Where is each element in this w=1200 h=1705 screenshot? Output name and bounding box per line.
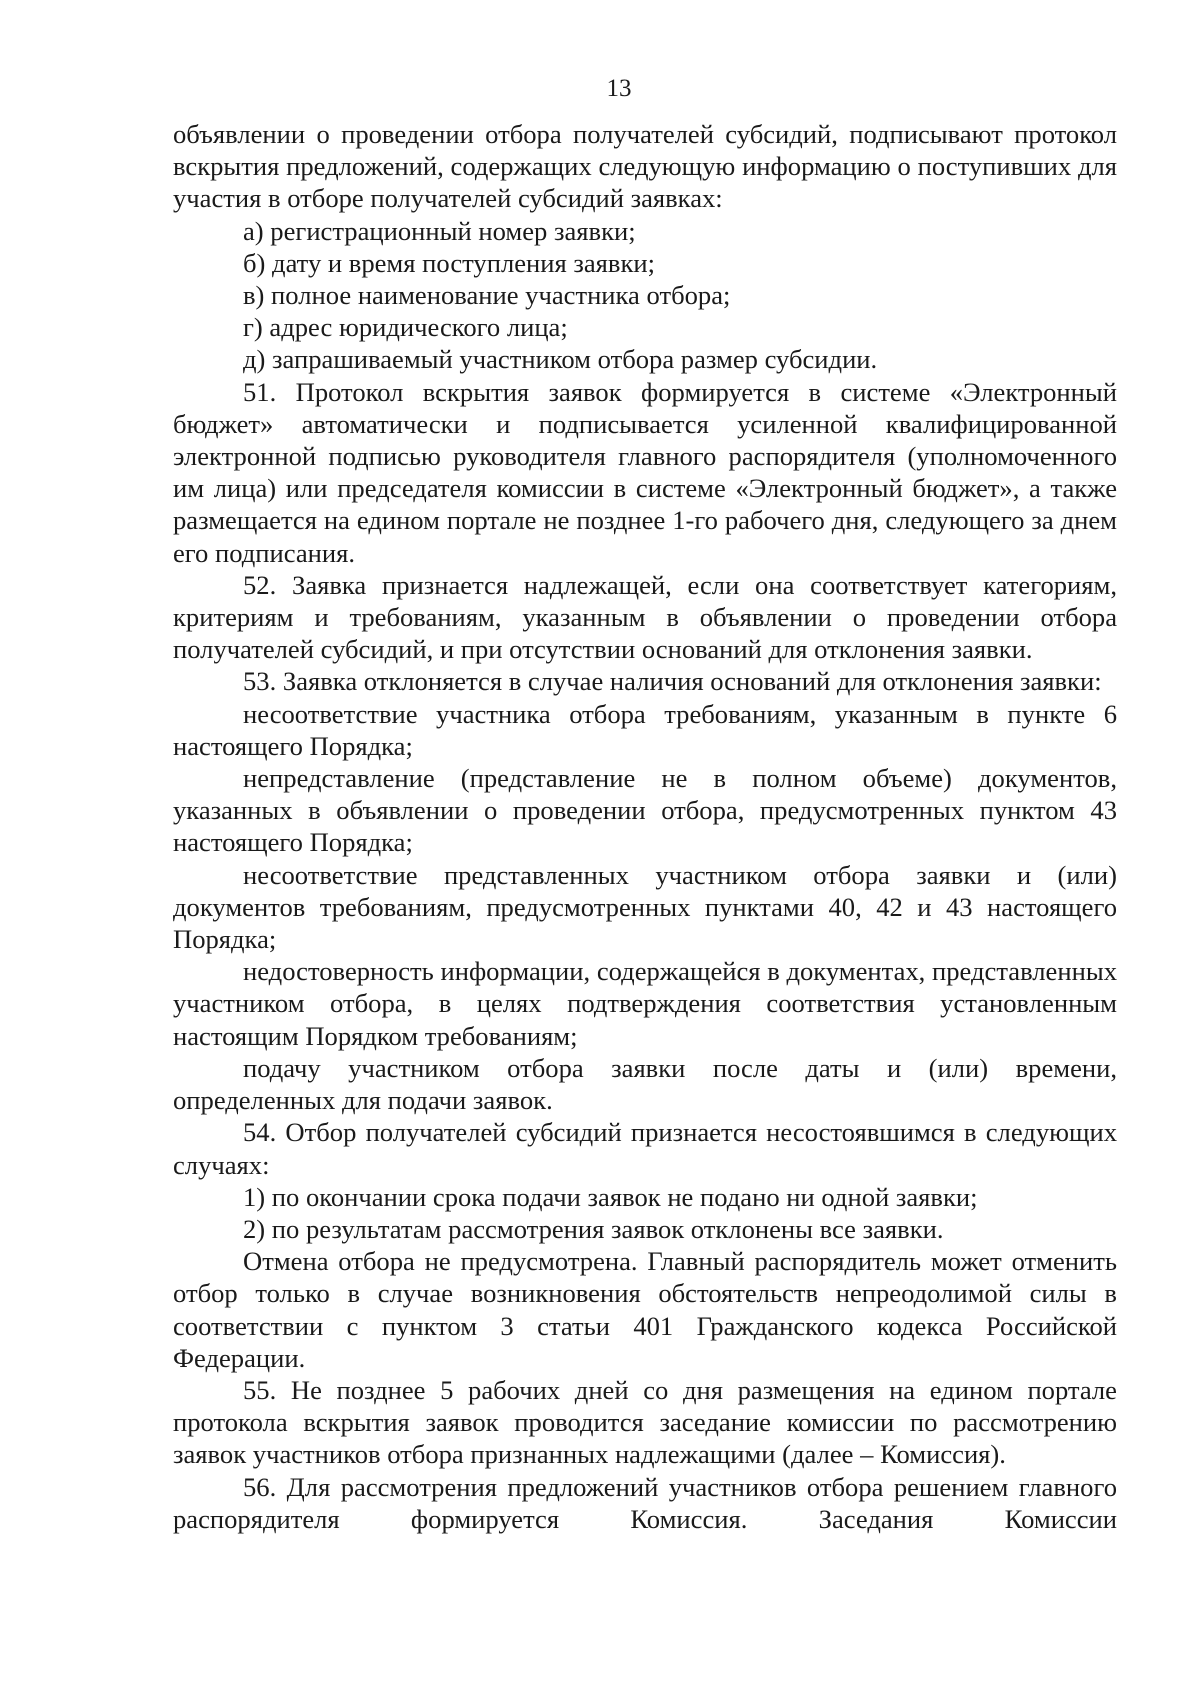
rejection-ground-3: несоответствие представленных участником отбора заявки и (или) документов требованиям, предусмотренных пунктами 40, 42 и 43 настоящего Порядка; xyxy=(173,859,1117,955)
list-item-a: а) регистрационный номер заявки; xyxy=(243,215,636,246)
list-item-b: б) дату и время поступления заявки; xyxy=(243,247,655,278)
paragraph-51: 51. Протокол вскрытия заявок формируется в системе «Электронный бюджет» автоматически и подписывается усиленной квалифицированной электронной подписью руководителя главного распорядителя (уполномоченного им лица) или председателя комиссии в системе «Электронный бюджет», а также размещается на едином портале не позднее 1-го рабочего дня, следующего за днем его подписания. xyxy=(173,376,1117,568)
rejection-ground-5: подачу участником отбора заявки после даты и (или) времени, определенных для подачи заявок. xyxy=(173,1052,1117,1116)
rejection-ground-4: недостоверность информации, содержащейся в документах, представленных участником отбора, в целях подтверждения соответствия установленным настоящим Порядком требованиям; xyxy=(173,956,1117,1051)
page-number: 13 xyxy=(606,75,632,102)
list-item-d: д) запрашиваемый участником отбора размер субсидии. xyxy=(243,344,878,375)
paragraph-53: 53. Заявка отклоняется в случае наличия оснований для отклонения заявки: xyxy=(243,666,1102,697)
paragraph-55: 55. Не позднее 5 рабочих дней со дня размещения на едином портале протокола вскрытия заявок проводится заседание комиссии по рассмотрению заявок участников отбора признанных надлежащими (далее – Комиссия). xyxy=(173,1374,1117,1470)
failed-case-2: 2) по результатам рассмотрения заявок отклонены все заявки. xyxy=(243,1213,944,1244)
list-item-g: г) адрес юридического лица; xyxy=(243,312,568,343)
paragraph-56: 56. Для рассмотрения предложений участников отбора решением главного распорядителя формируется Комиссия. Заседания Комиссии xyxy=(173,1471,1117,1534)
paragraph-cancellation: Отмена отбора не предусмотрена. Главный распорядитель может отменить отбор только в случае возникновения обстоятельств непреодолимой силы в соответствии с пунктом 3 статьи 401 Гражданского кодекса Российской Федерации. xyxy=(173,1246,1117,1373)
paragraph-intro: объявлении о проведении отбора получателей субсидий, подписывают протокол вскрытия предложений, содержащих следующую информацию о поступивших для участия в отборе получателей субсидий заявках: xyxy=(173,119,1117,214)
rejection-ground-2: непредставление (представление не в полном объеме) документов, указанных в объявлении о проведении отбора, предусмотренных пунктом 43 настоящего Порядка; xyxy=(173,763,1117,858)
paragraph-54: 54. Отбор получателей субсидий признается несостоявшимся в следующих случаях: xyxy=(173,1117,1117,1180)
paragraph-52: 52. Заявка признается надлежащей, если она соответствует категориям, критериям и требованиям, указанным в объявлении о проведении отбора получателей субсидий, и при отсутствии оснований для отклонения заявки. xyxy=(173,569,1117,665)
rejection-ground-1: несоответствие участника отбора требованиям, указанным в пункте 6 настоящего Порядка; xyxy=(173,698,1117,761)
failed-case-1: 1) по окончании срока подачи заявок не подано ни одной заявки; xyxy=(243,1181,978,1212)
list-item-v: в) полное наименование участника отбора; xyxy=(243,280,731,311)
document-body xyxy=(173,118,1117,1535)
